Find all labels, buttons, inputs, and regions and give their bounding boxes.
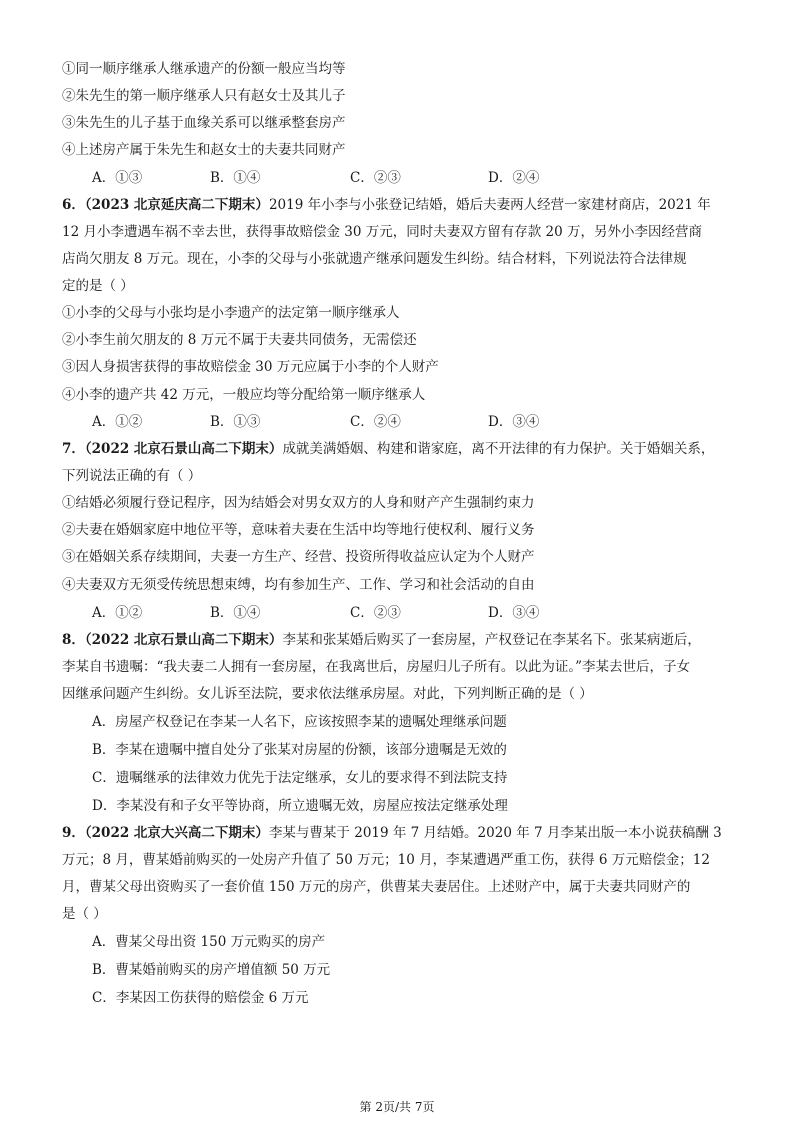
question-number: 7． [62, 441, 85, 457]
question-text: 2019 年小李与小张登记结婚，婚后夫妻两人经营一家建材商店，2021 年 [268, 197, 711, 213]
statement: ①小李的父母与小张均是小李遗产的法定第一顺序继承人 [62, 305, 400, 321]
statement: ③在婚姻关系存续期间，夫妻一方生产、经营、投资所得收益应认定为个人财产 [62, 549, 535, 565]
option-c[interactable]: C．②③ [350, 170, 401, 186]
question-source: （2022 北京石景山高二下期末） [84, 632, 283, 648]
page-footer: 第 2页/共 7页 [359, 1100, 435, 1114]
question-text: 李某和张某婚后购买了一套房屋，产权登记在李某名下。张某病逝后， [282, 632, 701, 648]
option-a[interactable]: A．曹某父母出资 150 万元购买的房产 [92, 934, 326, 950]
question-number: 8． [62, 632, 85, 648]
option-d[interactable]: D．③④ [488, 605, 540, 621]
question-text: 李某自书遗嘱：“我夫妻二人拥有一套房屋，在我离世后，房屋归儿子所有。以此为证。”李某去世后，子女 [62, 659, 691, 675]
question-6-stem [62, 196, 711, 214]
question-source: （2023 北京延庆高二下期末） [84, 197, 269, 213]
option-c[interactable]: C．遗嘱继承的法律效力优先于法定继承，女儿的要求得不到法院支持 [92, 770, 508, 786]
option-a[interactable]: A．房屋产权登记在李某一人名下，应该按照李某的遗嘱处理继承问题 [92, 714, 507, 730]
question-number: 6． [62, 197, 85, 213]
question-9-stem [62, 824, 722, 842]
statement: ②小李生前欠朋友的 8 万元不属于夫妻共同债务，无需偿还 [62, 332, 417, 348]
statement: ③朱先生的儿子基于血缘关系可以继承整套房产 [62, 115, 346, 131]
statement: ④小李的遗产共 42 万元，一般应均等分配给第一顺序继承人 [62, 387, 426, 403]
question-text: 月，曹某父母出资购买了一套价值 150 万元的房产，供曹某夫妻居住。上述财产中，属于夫妻共同财产的 [62, 879, 691, 895]
statement: ②夫妻在婚姻家庭中地位平等，意味着夫妻在生活中均等地行使权利、履行义务 [62, 522, 535, 538]
question-source: （2022 北京大兴高二下期末） [84, 825, 269, 841]
statement: ④夫妻双方无须受传统思想束缚，均有参加生产、工作、学习和社会活动的自由 [62, 577, 535, 593]
question-text: 成就美满婚姻、构建和谐家庭，离不开法律的有力保护。关于婚姻关系， [282, 441, 715, 457]
option-d[interactable]: D．②④ [488, 170, 540, 186]
option-c[interactable]: C．②③ [350, 605, 401, 621]
option-b[interactable]: B．①③ [210, 414, 261, 430]
question-number: 9． [62, 825, 85, 841]
question-text: 因继承问题产生纠纷。女儿诉至法院，要求依法继承房屋。对此，下列判断正确的是（ ） [62, 686, 593, 702]
option-d[interactable]: D．③④ [488, 414, 540, 430]
question-text: 万元；8 月，曹某婚前购买的一处房产升值了 50 万元；10 月，李某遭遇严重工伤，获得 6 万元赔偿金；12 [62, 852, 710, 868]
option-d[interactable]: D．李某没有和子女平等协商，所立遗嘱无效，房屋应按法定继承处理 [92, 798, 508, 814]
question-text: 12 月小李遭遇车祸不幸去世，获得事故赔偿金 30 万元，同时夫妻双方留有存款 20 万，另外小李因经营商 [62, 224, 702, 240]
option-b[interactable]: B．李某在遗嘱中擅自处分了张某对房屋的份额，该部分遗嘱是无效的 [92, 742, 507, 758]
statement: ③因人身损害获得的事故赔偿金 30 万元应属于小李的个人财产 [62, 359, 439, 375]
option-b[interactable]: B．①④ [210, 170, 261, 186]
option-a[interactable]: A．①② [92, 605, 143, 621]
question-text: 下列说法正确的有（ ） [62, 468, 202, 484]
option-b[interactable]: B．①④ [210, 605, 261, 621]
question-text: 是（ ） [62, 906, 107, 922]
question-text: 定的是（ ） [62, 278, 134, 294]
option-a[interactable]: A．①③ [92, 170, 143, 186]
option-a[interactable]: A．①② [92, 414, 143, 430]
option-c[interactable]: C．李某因工伤获得的赔偿金 6 万元 [92, 990, 309, 1006]
question-text: 店尚欠朋友 8 万元。现在，小李的父母与小张就遗产继承问题发生纠纷。结合材料，下列说法符合法律规 [62, 251, 687, 267]
question-source: （2022 北京石景山高二下期末） [84, 441, 283, 457]
option-c[interactable]: C．②④ [350, 414, 401, 430]
question-text: 李某与曹某于 2019 年 7 月结婚。2020 年 7 月李某出版一本小说获稿酬 3 [268, 825, 722, 841]
option-b[interactable]: B．曹某婚前购买的房产增值额 50 万元 [92, 962, 331, 978]
statement: ①结婚必须履行登记程序，因为结婚会对男女双方的人身和财产产生强制约束力 [62, 495, 535, 511]
question-8-stem [62, 631, 701, 649]
statement: ①同一顺序继承人继承遗产的份额一般应当均等 [62, 61, 346, 77]
question-7-stem [62, 440, 714, 458]
statement: ②朱先生的第一顺序继承人只有赵女士及其儿子 [62, 88, 346, 104]
statement: ④上述房产属于朱先生和赵女士的夫妻共同财产 [62, 142, 346, 158]
